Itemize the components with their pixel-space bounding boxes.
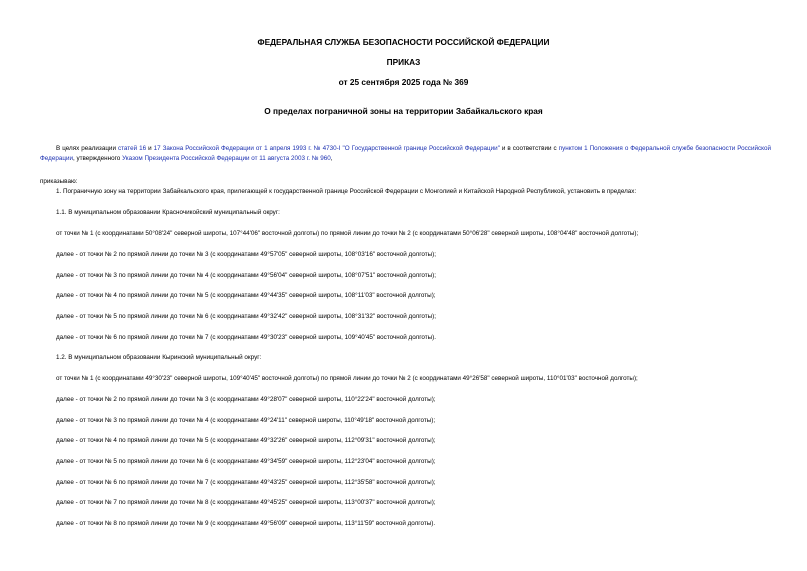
boundary-line: далее - от точки № 8 по прямой линии до точки № 9 (с координатами 49°56'09" северной широты, 113°11'59" восточной долготы). [56,520,436,527]
preamble-text: , утвержденного [72,155,123,162]
boundary-line: далее - от точки № 6 по прямой линии до точки № 7 (с координатами 49°30'23" северной широты, 109°40'45" восточной долготы). [56,334,437,341]
boundary-line: далее - от точки № 4 по прямой линии до точки № 5 (с координатами 49°32'26" северной широты, 112°09'31" восточной долготы); [56,437,436,444]
boundary-line: от точки № 1 (с координатами 49°30'23" северной широты, 109°40'45" восточной долготы) по прямой линии до точки № 2 (с координатами 49°26'58" северной широты, 110°01'03" восточной долготы); [56,375,638,382]
boundary-line: далее - от точки № 2 по прямой линии до точки № 3 (с координатами 49°28'07" северной широты, 110°22'24" восточной долготы); [56,396,436,403]
boundary-line: далее - от точки № 6 по прямой линии до точки № 7 (с координатами 49°43'25" северной широты, 112°35'58" восточной долготы); [56,479,436,486]
subitem-1-2-heading: 1.2. В муниципальном образовании Кыринский муниципальный округ: [56,354,262,361]
document-type: ПРИКАЗ [386,57,421,67]
boundary-line: далее - от точки № 5 по прямой линии до точки № 6 (с координатами 49°34'59" северной широты, 112°23'04" восточной долготы); [56,458,436,465]
boundary-line: далее - от точки № 3 по прямой линии до точки № 4 (с координатами 49°56'04" северной широты, 108°07'51" восточной долготы); [56,272,437,279]
link-article-16[interactable]: статей 16 [117,145,147,152]
preamble-text: , [330,155,333,162]
preamble-text: В целях реализации [56,145,118,152]
boundary-line: далее - от точки № 5 по прямой линии до точки № 6 (с координатами 49°32'42" северной широты, 108°31'32" восточной долготы); [56,313,437,320]
boundary-line: далее - от точки № 7 по прямой линии до точки № 8 (с координатами 49°45'25" северной широты, 113°00'37" восточной долготы); [56,499,436,506]
agency-heading: ФЕДЕРАЛЬНАЯ СЛУЖБА БЕЗОПАСНОСТИ РОССИЙСКОЙ ФЕДЕРАЦИИ [257,37,550,47]
preamble-text: и [146,145,154,152]
link-presidential-decree[interactable]: Указом Президента Российской Федерации от 11 августа 2003 г. № 960 [122,155,331,162]
order-word: приказываю: [40,178,78,185]
boundary-line: далее - от точки № 4 по прямой линии до точки № 5 (с координатами 49°44'35" северной широты, 108°11'03" восточной долготы); [56,292,436,299]
preamble-paragraph [40,144,771,164]
link-fsb-regulation[interactable]: пунктом 1 Положения о Федеральной службе безопасности Российской Федерации [40,145,771,162]
item-1: 1. Пограничную зону на территории Забайкальского края, прилегающей к государственной границе Российской Федерации с Монголией и Китайской Народной Республикой, установить в пределах: [56,188,637,195]
link-article-17-law[interactable]: 17 Закона Российской Федерации от 1 апреля 1993 г. № 4730-I "О Государственной границе Российской Федерации" [153,145,500,152]
boundary-line: далее - от точки № 2 по прямой линии до точки № 3 (с координатами 49°57'05" северной широты, 108°03'16" восточной долготы); [56,251,437,258]
boundary-line: далее - от точки № 3 по прямой линии до точки № 4 (с координатами 49°24'11" северной широты, 110°49'18" восточной долготы); [56,417,436,424]
subitem-1-1-heading: 1.1. В муниципальном образовании Красночикойский муниципальный округ: [56,209,280,216]
date-and-number: от 25 сентября 2025 года № 369 [338,77,469,87]
boundary-line: от точки № 1 (с координатами 50°08'24" северной широты, 107°44'06" восточной долготы) по прямой линии до точки № 2 (с координатами 50°06'28" северной широты, 108°04'48" восточной долготы); [56,230,639,237]
document-title: О пределах пограничной зоны на территории Забайкальского края [264,106,543,116]
preamble-text: и в соответствии с [499,145,559,152]
